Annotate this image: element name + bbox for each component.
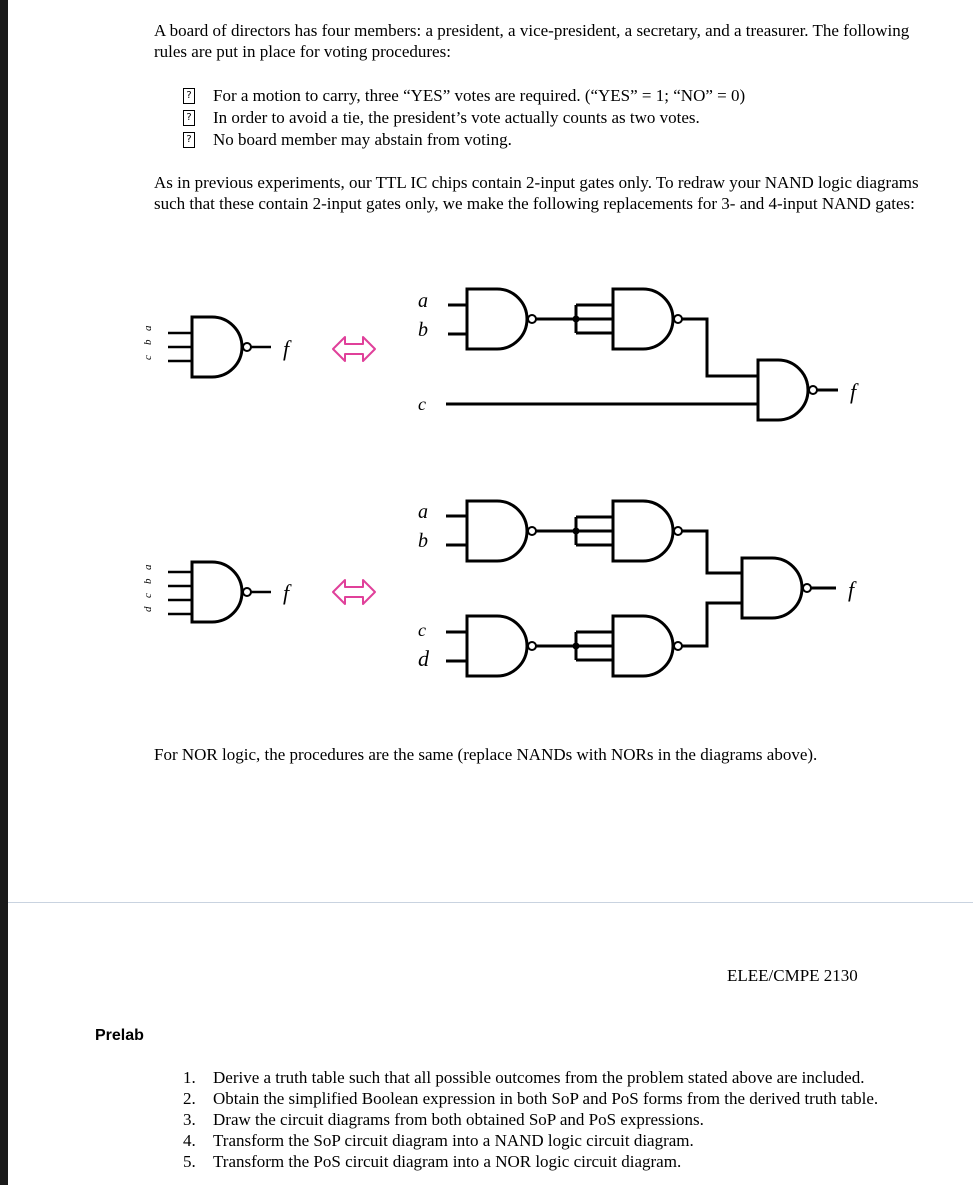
nand-gate-icon [613,289,682,349]
input-label-c: c [142,355,154,360]
input-label-a: a [418,501,428,523]
rule-text: In order to avoid a tie, the president’s vote actually counts as two votes. [213,108,700,127]
step-text: Draw the circuit diagrams from both obtained SoP and PoS expressions. [213,1110,704,1129]
nand-gate-icon [613,616,682,676]
nand-gate-icon [467,501,536,561]
equivalence-arrow-icon [333,580,375,604]
page-divider [8,902,973,903]
step-number: 5. [183,1152,196,1171]
rule-item [183,129,745,151]
nor-note-paragraph: For NOR logic, the procedures are the same (replace NANDs with NORs in the diagrams above). [154,745,818,764]
prelab-step [183,1088,878,1109]
step-text: Transform the SoP circuit diagram into a NAND logic circuit diagram. [213,1131,694,1150]
nand-gate-icon [742,558,811,618]
input-label-c: c [418,620,426,640]
step-text: Derive a truth table such that all possible outcomes from the problem stated above are included. [213,1068,865,1087]
nand-gate-icon [192,317,251,377]
nand-gate-icon [758,360,817,420]
output-label-f: f [283,580,290,605]
prelab-step [183,1130,878,1151]
output-label-f: f [848,577,855,602]
rule-text: No board member may abstain from voting. [213,130,512,149]
step-number: 2. [183,1089,196,1108]
missing-glyph-icon: ? [183,88,195,104]
prelab-heading: Prelab [95,1027,144,1044]
prelab-step [183,1151,878,1172]
input-label-d: d [142,606,154,612]
step-text: Obtain the simplified Boolean expression in both SoP and PoS forms from the derived truth table. [213,1089,879,1108]
course-code: ELEE/CMPE 2130 [727,966,858,985]
equivalence-arrow-icon [333,337,375,361]
ttl-note-paragraph: As in previous experiments, our TTL IC chips contain 2-input gates only. To redraw your NAND logic diagrams such that these contain 2-input gates only, we make the following replacements for 3- and 4-input NAND gates: [154,173,919,213]
step-number: 1. [183,1068,196,1087]
prelab-step [183,1067,878,1088]
missing-glyph-icon: ? [183,110,195,126]
prelab-steps-list [183,1067,878,1172]
output-label-f: f [850,379,857,404]
input-label-b: b [142,339,154,345]
step-number: 3. [183,1110,196,1129]
prelab-step [183,1109,878,1130]
missing-glyph-icon: ? [183,132,195,148]
nand-gate-icon [467,616,536,676]
input-label-b: b [418,319,428,341]
rules-list [183,85,745,151]
input-label-c: c [142,593,154,598]
input-label-a: a [418,290,428,312]
four-input-nand-cascade [418,501,857,676]
rule-text: For a motion to carry, three “YES” votes are required. (“YES” = 1; “NO” = 0) [213,86,746,105]
step-number: 4. [183,1131,196,1150]
intro-paragraph: A board of directors has four members: a president, a vice-president, a secretary, and a treasurer. The following rules are put in place for voting procedures: [154,21,910,61]
rule-item [183,107,745,129]
three-input-nand-cascade [418,289,859,420]
nand-gate-icon [467,289,536,349]
nand-replacement-diagram [0,270,973,740]
input-label-c: c [418,394,426,414]
three-input-nand-symbol [142,317,292,377]
step-text: Transform the PoS circuit diagram into a NOR logic circuit diagram. [213,1152,682,1171]
rule-item [183,85,745,107]
input-label-d: d [418,646,429,671]
four-input-nand-symbol [142,562,292,622]
nand-gate-icon [613,501,682,561]
input-label-b: b [418,530,428,552]
input-label-b: b [142,578,154,584]
input-label-a: a [142,564,154,570]
output-label-f: f [283,336,290,361]
input-label-a: a [142,325,154,331]
nand-gate-icon [192,562,251,622]
